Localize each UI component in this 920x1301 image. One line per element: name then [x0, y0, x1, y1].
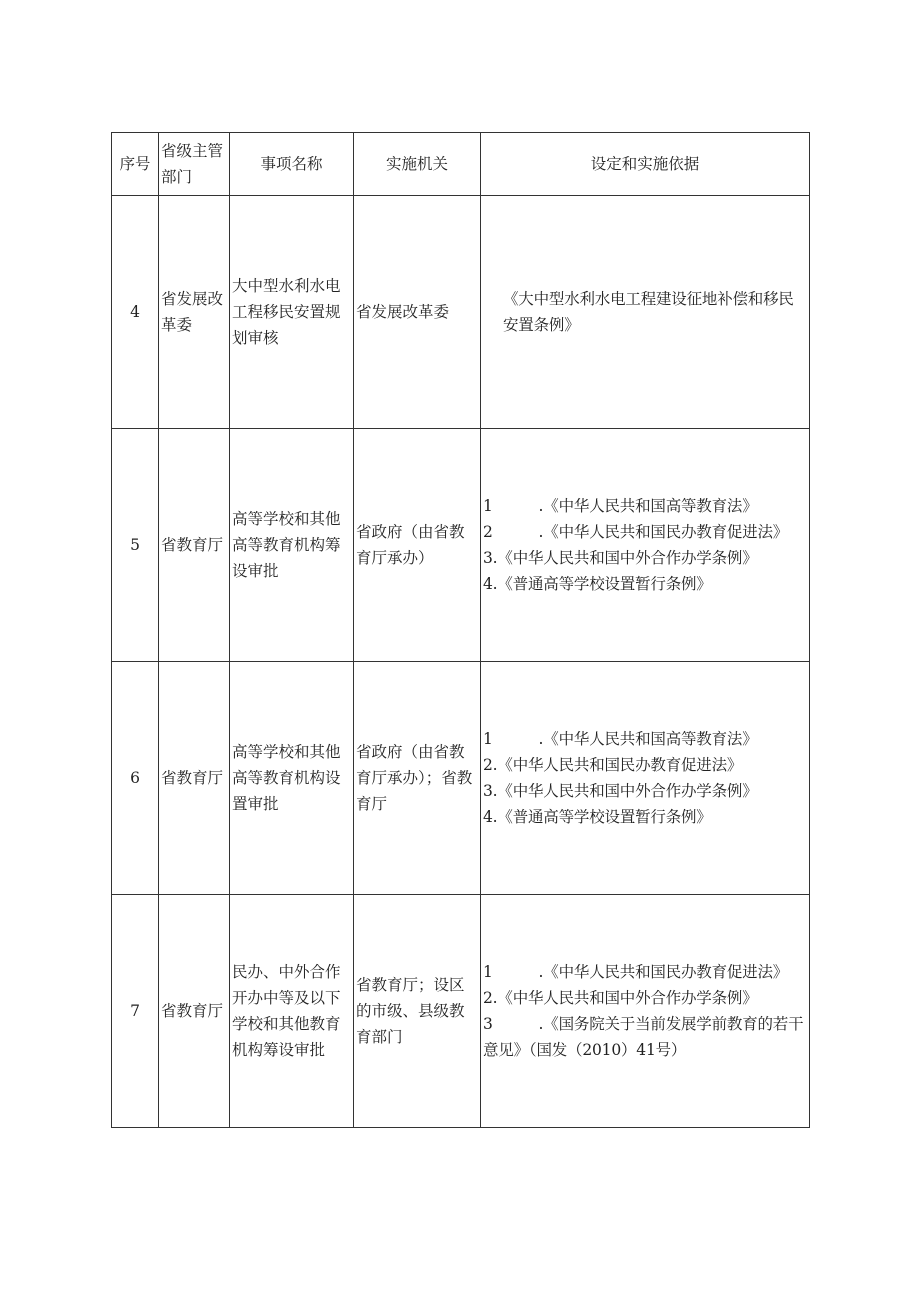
table-row [112, 196, 810, 429]
row-number: 4 [112, 196, 159, 429]
basis-line: 1 .《中华人民共和国高等教育法》 [483, 730, 758, 748]
basis-line: 3.《中华人民共和国中外合作办学条例》 [483, 549, 758, 567]
table-row [112, 662, 810, 895]
table-row [112, 429, 810, 662]
row-org: 省政府（由省教育厅承办）；省教育厅 [354, 662, 481, 895]
basis-line: 1 .《中华人民共和国高等教育法》 [483, 497, 758, 515]
table-row [112, 895, 810, 1128]
row-item: 高等学校和其他高等教育机构设置审批 [230, 662, 354, 895]
header-dept: 省级主管部门 [159, 133, 230, 196]
row-number: 6 [112, 662, 159, 895]
row-basis [481, 429, 810, 662]
row-number: 7 [112, 895, 159, 1128]
header-item: 事项名称 [230, 133, 354, 196]
row-basis [481, 895, 810, 1128]
row-basis [481, 662, 810, 895]
row-dept: 省教育厅 [159, 429, 230, 662]
basis-line: 1 .《中华人民共和国民办教育促进法》 [483, 963, 789, 981]
basis-line: 4.《普通高等学校设置暂行条例》 [483, 808, 712, 826]
table-header-row [112, 133, 810, 196]
basis-line: 2 .《中华人民共和国民办教育促进法》 [483, 523, 789, 541]
row-item: 民办、中外合作开办中等及以下学校和其他教育机构筹设审批 [230, 895, 354, 1128]
basis-line: 3 .《国务院关于当前发展学前教育的若干意见》（国发（2010）41号） [483, 1015, 804, 1059]
row-dept: 省教育厅 [159, 895, 230, 1128]
row-item: 大中型水利水电工程移民安置规划审核 [230, 196, 354, 429]
basis-line: 4.《普通高等学校设置暂行条例》 [483, 575, 712, 593]
row-dept: 省教育厅 [159, 662, 230, 895]
row-org: 省政府（由省教育厅承办） [354, 429, 481, 662]
row-item: 高等学校和其他高等教育机构筹设审批 [230, 429, 354, 662]
row-org: 省教育厅；设区的市级、县级教育部门 [354, 895, 481, 1128]
row-number: 5 [112, 429, 159, 662]
row-dept: 省发展改革委 [159, 196, 230, 429]
header-org: 实施机关 [354, 133, 481, 196]
approval-items-table [111, 132, 810, 1128]
row-basis [481, 196, 810, 429]
basis-line: 2.《中华人民共和国民办教育促进法》 [483, 756, 743, 774]
header-no: 序号 [112, 133, 159, 196]
basis-line: 3.《中华人民共和国中外合作办学条例》 [483, 782, 758, 800]
header-basis: 设定和实施依据 [481, 133, 810, 196]
row-org: 省发展改革委 [354, 196, 481, 429]
basis-line: 2.《中华人民共和国中外合作办学条例》 [483, 989, 758, 1007]
basis-line: 《大中型水利水电工程建设征地补偿和移民安置条例》 [503, 290, 794, 334]
